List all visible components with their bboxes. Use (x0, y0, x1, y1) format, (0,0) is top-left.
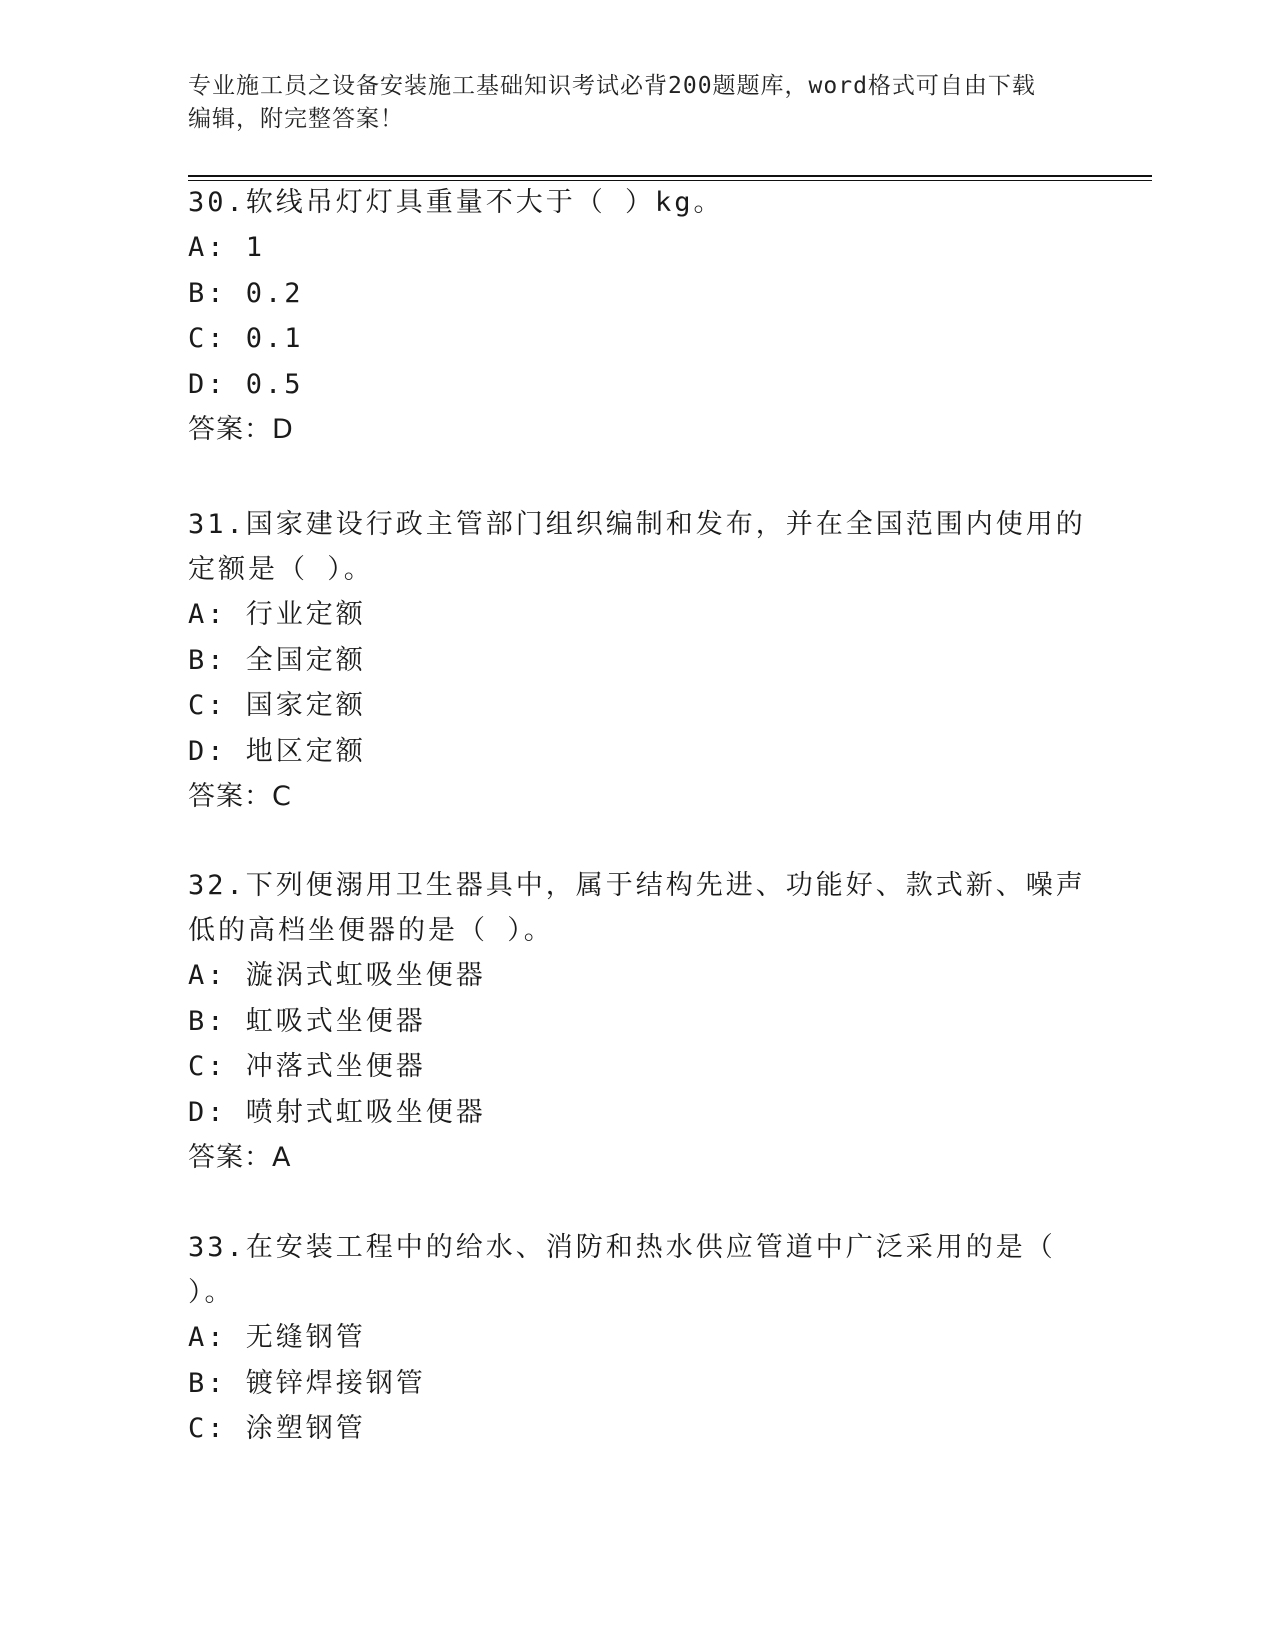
document-header (188, 70, 1088, 136)
option-b: B: 虹吸式坐便器 (188, 1005, 426, 1037)
answer-line: 答案：C (188, 781, 292, 812)
question-30 (188, 180, 1088, 452)
option-c: C: 国家定额 (188, 690, 366, 721)
header-title-line-1: 专业施工员之设备安装施工基础知识考试必背200题题库，word格式可自由下载 (188, 73, 1036, 99)
question-stem: 31.国家建设行政主管部门组织编制和发布，并在全国范围内使用的定额是（ ）。 (188, 509, 1086, 585)
option-c: C: 冲落式坐便器 (188, 1051, 426, 1082)
question-stem: 32.下列便溺用卫生器具中，属于结构先进、功能好、款式新、噪声低的高档坐便器的是（ ）。 (188, 870, 1086, 946)
option-c: C: 0.1 (188, 323, 304, 354)
header-title-line-2: 编辑，附完整答案！ (188, 106, 404, 132)
option-a: A: 行业定额 (188, 599, 366, 630)
option-d: D: 地区定额 (188, 735, 366, 767)
option-a: A: 1 (188, 232, 266, 263)
option-d: D: 0.5 (188, 368, 304, 400)
header-divider-thick (188, 175, 1152, 177)
option-b: B: 镀锌焊接钢管 (188, 1367, 426, 1399)
option-d: D: 喷射式虹吸坐便器 (188, 1096, 486, 1128)
question-33 (188, 1225, 1088, 1452)
option-a: A: 无缝钢管 (188, 1322, 366, 1353)
option-a: A: 漩涡式虹吸坐便器 (188, 960, 486, 991)
question-stem: 33.在安装工程中的给水、消防和热水供应管道中广泛采用的是（ ）。 (188, 1232, 1056, 1308)
question-32 (188, 863, 1088, 1180)
question-31 (188, 502, 1088, 819)
option-b: B: 0.2 (188, 277, 304, 309)
question-stem: 30.软线吊灯灯具重量不大于（ ）kg。 (188, 187, 724, 218)
answer-line: 答案：D (188, 414, 294, 445)
option-b: B: 全国定额 (188, 644, 366, 676)
option-c: C: 涂塑钢管 (188, 1413, 366, 1444)
answer-line: 答案：A (188, 1142, 292, 1173)
